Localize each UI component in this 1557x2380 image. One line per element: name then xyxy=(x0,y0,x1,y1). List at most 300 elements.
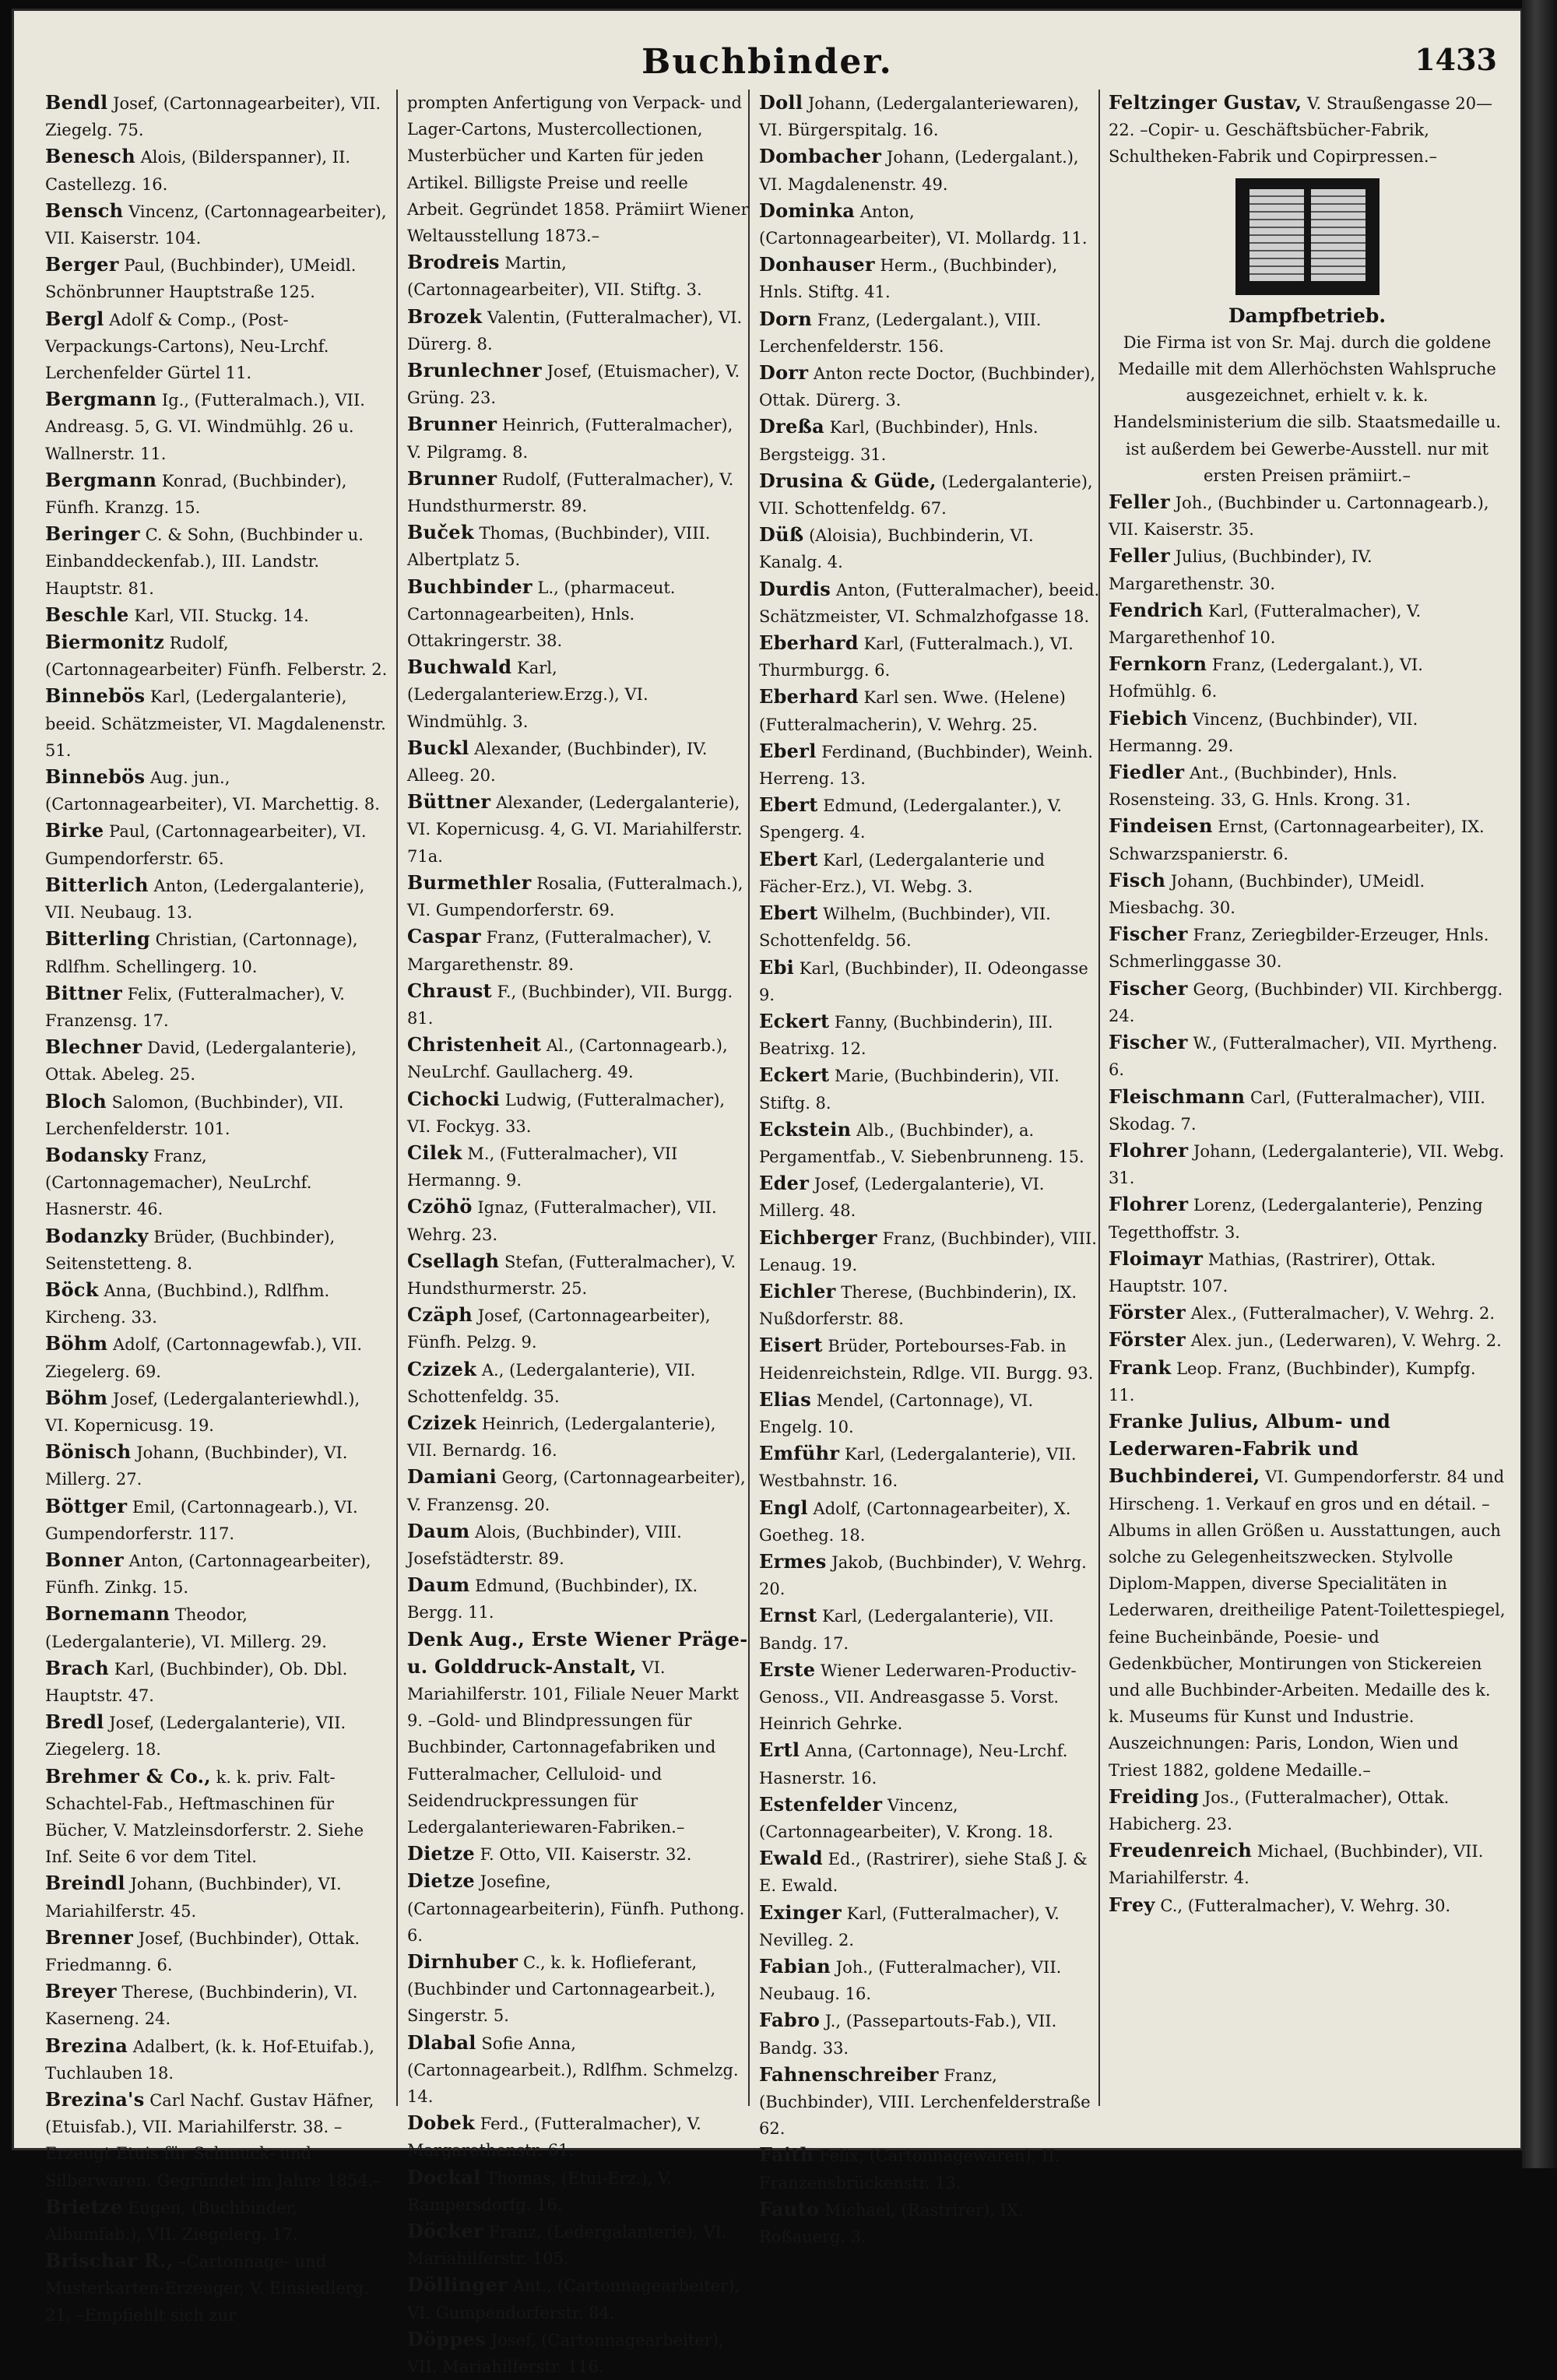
directory-entry xyxy=(407,1572,750,1626)
entry-details: Alexander, (Buchbinder), IV. Alleeg. 20. xyxy=(407,739,708,786)
open-ledger-illustration xyxy=(1235,178,1380,295)
directory-entry xyxy=(407,1356,750,1410)
entry-details: Adolf, (Cartonnagewfab.), VII. Ziegelerg. 69. xyxy=(45,1335,363,1381)
entry-details: Alois, (Buchbinder), VIII. Josefstädterstr. 89. xyxy=(407,1522,682,1568)
directory-entry xyxy=(1109,1327,1506,1354)
entry-name: Buchbinder xyxy=(407,575,532,598)
entry-name: Ertl xyxy=(759,1738,800,1762)
directory-entry xyxy=(759,1170,1102,1224)
entry-name: Ebert xyxy=(759,902,818,925)
entry-name: Fendrich xyxy=(1109,598,1204,621)
entry-name: Flohrer xyxy=(1109,1138,1189,1162)
directory-entry xyxy=(45,2086,388,2194)
entry-details: Josefine, (Cartonnagearbeiterin), Fünfh. Puthong. 6. xyxy=(407,1872,745,1945)
entry-details: Ignaz, (Futteralmacher), VII. Wehrg. 23. xyxy=(407,1198,717,1244)
directory-entry xyxy=(407,2164,750,2218)
directory-entry xyxy=(407,1032,750,1085)
directory-entry xyxy=(759,522,1102,575)
directory-entry xyxy=(759,413,1102,467)
entry-details: Anna, (Buchbind.), Rdlfhm. Kircheng. 33. xyxy=(45,1281,330,1327)
entry-name: Binnebös xyxy=(45,765,146,789)
entry-details: Josef, (Cartonnagearbeiter), VII. Mariahilferstr. 116. xyxy=(407,2330,724,2377)
entry-name: Dombacher xyxy=(759,145,882,168)
entry-name: Brozek xyxy=(407,304,483,328)
entry-details: Anton, (Cartonnagearbeiter), Fünfh. Zinkg. 15. xyxy=(45,1551,371,1598)
entry-name: Brezina's xyxy=(45,2088,145,2111)
directory-entry xyxy=(759,1900,1102,1953)
entry-details: Leop. Franz, (Buchbinder), Kumpfg. 11. xyxy=(1109,1359,1476,1404)
entry-name: Burmethler xyxy=(407,870,532,894)
entry-name: Dobek xyxy=(407,2111,475,2135)
directory-entry xyxy=(759,1332,1102,1386)
directory-entry xyxy=(407,304,750,357)
entry-name: Böttger xyxy=(45,1494,128,1517)
entry-details: Karl, (Buchbinder), II. Odeongasse 9. xyxy=(759,958,1088,1004)
entry-details: Anton recte Doctor, (Buchbinder), Ottak. Dürerg. 3. xyxy=(759,364,1096,410)
ledger-left-page xyxy=(1249,189,1304,281)
entry-details: Vincenz, (Cartonnagearbeiter), V. Krong. 18. xyxy=(759,1795,1053,1841)
entry-details: Karl, (Futteralmacher), V. Nevilleg. 2. xyxy=(759,1904,1060,1949)
page-number: 1433 xyxy=(1415,42,1497,77)
entry-details: prompten Anfertigung von Verpack- und Lager-Cartons, Mustercollectionen, Musterbücher und Karten für jeden Artikel. Billigste Preise und reelle Arbeit. Gegründet 1858. Prämiirt Wiener Weltausstellung 1873.– xyxy=(407,93,749,246)
entry-details: Felix, (Futteralmacher), V. Franzensg. 17. xyxy=(45,984,345,1030)
entry-details: VI. Gumpendorferstr. 84 und Hirscheng. 1. Verkauf en gros und en détail. –Albums in allen Größen u. Ausstattungen, auch solche zu Gelegenheitszwecken. Stylvolle Diplom-Mappen, diverse Specialitäten in Lederwaren, dreitheilige Patent-Toilettespiegel, feine Bucheinbände, Poesie- und Gedenkbücher, Montirungen von Stickereien und alle Buchbinder-Arbeiten. Medaille des k. k. Museums für Kunst und Industrie. Auszeichnungen: Paris, London, Wien und Triest 1882, goldene Medaille.– xyxy=(1109,1468,1506,1780)
directory-entry xyxy=(1109,489,1506,543)
directory-entry xyxy=(1109,1408,1506,1784)
entry-details: Eugen, (Buchbinder, Albumfab.), VII. Ziegelerg. 17. xyxy=(45,2198,298,2245)
entry-name: Eberhard xyxy=(759,685,859,708)
column-4 xyxy=(1109,90,1506,2106)
directory-entry xyxy=(45,2033,388,2086)
directory-entry xyxy=(759,251,1102,305)
entry-name: Bonner xyxy=(45,1548,124,1571)
entry-name: Buček xyxy=(407,521,474,544)
entry-name: Bönisch xyxy=(45,1440,132,1464)
directory-entry xyxy=(45,1870,388,1924)
entry-name: Benesch xyxy=(45,145,135,168)
directory-entry xyxy=(407,1949,750,2030)
entry-name: Feltzinger Gustav, xyxy=(1109,91,1302,114)
entry-details: C., k. k. Hoflieferant, (Buchbinder und Cartonnagearbeit.), Singerstr. 5. xyxy=(407,1953,716,2026)
directory-entry xyxy=(1109,705,1506,759)
entry-name: Bodansky xyxy=(45,1143,149,1166)
directory-entry xyxy=(407,789,750,870)
directory-entry xyxy=(759,576,1102,630)
directory-entry xyxy=(45,2194,388,2248)
entry-name: Chraust xyxy=(407,979,492,1002)
entry-name: Fabro xyxy=(759,2009,821,2032)
entry-name: Faith xyxy=(759,2143,814,2167)
entry-name: Dominka xyxy=(759,199,856,222)
entry-details: Vincenz, (Buchbinder), VII. Hermanng. 29. xyxy=(1109,709,1418,755)
directory-entry xyxy=(407,978,750,1032)
directory-entry xyxy=(45,1763,388,1871)
entry-details: Franz, (Futteralmacher), V. Margarethenstr. 89. xyxy=(407,928,712,974)
directory-entry xyxy=(45,872,388,926)
entry-name: Daum xyxy=(407,1573,470,1597)
directory-entry xyxy=(407,90,750,249)
entry-details: Vincenz, (Cartonnagearbeiter), VII. Kaiserstr. 104. xyxy=(45,202,387,248)
entry-details: Emil, (Cartonnagearb.), VI. Gumpendorferstr. 117. xyxy=(45,1497,358,1543)
directory-entry xyxy=(759,954,1102,1008)
entry-details: Joh., (Buchbinder u. Cartonnagearb.), VII. Kaiserstr. 35. xyxy=(1109,494,1489,540)
directory-entry xyxy=(1109,651,1506,705)
directory-entry xyxy=(407,2326,750,2380)
entry-name: Bergmann xyxy=(45,468,157,491)
entry-name: Dockal xyxy=(407,2165,481,2188)
directory-entry xyxy=(45,602,388,629)
entry-details: Julius, (Buchbinder), IV. Margarethenstr. 30. xyxy=(1109,547,1372,593)
entry-details: Paul, (Cartonnagearbeiter), VI. Gumpendorferstr. 65. xyxy=(45,822,367,868)
entry-details: Adolf & Comp., (Post-Verpackungs-Cartons), Neu-Lrchf. Lerchenfelder Gürtel 11. xyxy=(45,310,329,383)
directory-entry xyxy=(759,1549,1102,1602)
entry-name: Bittner xyxy=(45,981,123,1004)
entry-details: Ferd., (Futteralmacher), V. Margarethenstr. 61. xyxy=(407,2115,701,2160)
entry-details: Franz, (Ledergalanterie), VI. Mariahilferstr. 105. xyxy=(407,2223,727,2269)
entry-name: Bloch xyxy=(45,1089,107,1113)
entry-name: Emführ xyxy=(759,1442,840,1465)
entry-details: Karl, (Buchbinder), Ob. Dbl. Hauptstr. 47. xyxy=(45,1659,348,1705)
directory-entry xyxy=(45,2248,388,2329)
directory-entry xyxy=(759,90,1102,143)
directory-entry xyxy=(759,2196,1102,2250)
entry-name: Bitterling xyxy=(45,927,150,951)
entry-details: (Aloisia), Buchbinderin, VI. Kanalg. 4. xyxy=(759,526,1034,572)
directory-entry xyxy=(407,1410,750,1464)
entry-name: Breindl xyxy=(45,1872,125,1895)
entry-name: Brunner xyxy=(407,466,497,490)
entry-name: Cilek xyxy=(407,1141,462,1164)
ad-body: Die Firma ist von Sr. Maj. durch die goldene Medaille mit dem Allerhöchsten Wahlspruche ausgezeichnet, erhielt v. k. k. Handelsministerium die silb. Staatsmedaille u. ist außerdem bei Gewerbe-Ausstell. nur mit ersten Preisen prämiirt.– xyxy=(1112,332,1502,485)
entry-name: Böck xyxy=(45,1278,99,1301)
entry-name: Brunlechner xyxy=(407,359,542,382)
directory-entry xyxy=(45,926,388,979)
entry-name: Breyer xyxy=(45,1980,117,2003)
entry-details: Valentin, (Futteralmacher), VI. Dürerg. 8. xyxy=(407,308,743,353)
directory-entry xyxy=(407,357,750,411)
directory-entry xyxy=(45,386,388,467)
directory-entry xyxy=(45,1925,388,1978)
entry-details: Karl, (Ledergalanteriew.Erzg.), VI. Windmühlg. 3. xyxy=(407,659,648,731)
directory-entry xyxy=(45,1223,388,1277)
entry-details: Alb., (Buchbinder), a. Pergamentfab., V. Siebenbrunneng. 15. xyxy=(759,1120,1084,1166)
entry-name: Ewald xyxy=(759,1847,823,1870)
entry-details: F. Otto, VII. Kaiserstr. 32. xyxy=(480,1845,692,1865)
entry-name: Eichberger xyxy=(759,1225,877,1249)
directory-entry xyxy=(407,654,750,735)
entry-name: Förster xyxy=(1109,1301,1186,1324)
entry-name: Bredl xyxy=(45,1710,104,1734)
entry-name: Eberhard xyxy=(759,631,859,655)
entry-details: Aug. jun., (Cartonnagearbeiter), VI. Marchettig. 8. xyxy=(45,768,380,814)
directory-entry xyxy=(45,764,388,817)
book-spine xyxy=(1522,0,1557,2168)
entry-details: J., (Passepartouts-Fab.), VII. Bandg. 33. xyxy=(759,2012,1057,2058)
entry-name: Eberl xyxy=(759,739,817,762)
entry-details: Johann, (Ledergalanteriewaren), VI. Bürgerspitalg. 16. xyxy=(759,94,1080,140)
entry-name: Donhauser xyxy=(759,253,875,276)
directory-entry xyxy=(759,1495,1102,1549)
entry-name: Brezina xyxy=(45,2034,128,2057)
directory-entry xyxy=(45,1331,388,1384)
entry-details: Thomas, (Etui-Erz.), V. Rampersdorfg. 16. xyxy=(407,2168,673,2214)
entry-name: Fischer xyxy=(1109,1031,1188,1054)
entry-details: Adalbert, (k. k. Hof-Etuifab.), Tuchlauben 18. xyxy=(45,2037,374,2083)
entry-details: Herm., (Buchbinder), Hnls. Stiftg. 41. xyxy=(759,256,1058,302)
entry-details: F., (Buchbinder), VII. Burgg. 81. xyxy=(407,982,733,1028)
entry-details: L., (pharmaceut. Cartonnagearbeiten), Hnls. Ottakringerstr. 38. xyxy=(407,578,676,651)
directory-entry xyxy=(1109,921,1506,975)
entry-name: Eisert xyxy=(759,1334,823,1357)
column-2 xyxy=(407,90,750,2377)
entry-details: Ant., (Buchbinder), Hnls. Rosensteing. 33, G. Hnls. Krong. 31. xyxy=(1109,764,1411,810)
entry-details: Ernst, (Cartonnagearbeiter), IX. Schwarzspanierstr. 6. xyxy=(1109,817,1485,863)
directory-entry xyxy=(407,1626,750,1841)
directory-entry xyxy=(759,306,1102,360)
entry-name: Caspar xyxy=(407,925,481,948)
entry-name: Czizek xyxy=(407,1411,477,1434)
entry-details: Franz, (Cartonnagemacher), NeuLrchf. Hasnerstr. 46. xyxy=(45,1146,312,1219)
entry-name: Doll xyxy=(759,91,803,114)
entry-details: Rosalia, (Futteralmach.), VI. Gumpendorferstr. 69. xyxy=(407,874,743,920)
column-3 xyxy=(759,90,1102,2247)
directory-entry xyxy=(407,1868,750,1949)
directory-entry xyxy=(407,923,750,977)
entry-name: Elias xyxy=(759,1387,812,1411)
entry-details: Thomas, (Buchbinder), VIII. Albertplatz 5. xyxy=(407,524,711,570)
entry-details: Mathias, (Rastrirer), Ottak. Hauptstr. 107. xyxy=(1109,1250,1436,1295)
entry-details: Johann, (Buchbinder), UMeidl. Miesbachg. 30. xyxy=(1109,871,1425,918)
entry-details: Josef, (Ledergalanteriewhdl.), VI. Kopernicusg. 19. xyxy=(45,1389,360,1435)
directory-entry xyxy=(407,1518,750,1572)
column-4-bottom-entries xyxy=(1109,489,1506,1919)
directory-entry xyxy=(759,630,1102,684)
entry-details: Edmund, (Ledergalanter.), V. Spengerg. 4. xyxy=(759,796,1062,842)
entry-name: Csellagh xyxy=(407,1249,500,1272)
entry-name: Buchwald xyxy=(407,656,512,679)
entry-name: Durdis xyxy=(759,577,831,600)
directory-entry xyxy=(407,249,750,303)
column-1 xyxy=(45,90,388,2325)
entry-name: Drusina & Güde, xyxy=(759,469,937,492)
entry-name: Frey xyxy=(1109,1893,1155,1916)
entry-name: Brischar R., xyxy=(45,2249,174,2273)
directory-entry xyxy=(407,1248,750,1302)
directory-entry xyxy=(45,683,388,764)
directory-entry xyxy=(407,2218,750,2272)
entry-name: Flohrer xyxy=(1109,1193,1189,1216)
entry-details: A., (Ledergalanterie), VII. Schottenfeldg. 35. xyxy=(407,1360,696,1406)
directory-entry xyxy=(407,2272,750,2326)
entry-details: Karl, (Ledergalanterie und Fächer-Erz.), VI. Webg. 3. xyxy=(759,850,1045,896)
entry-name: Dietze xyxy=(407,1842,475,1865)
directory-entry xyxy=(759,1791,1102,1845)
entry-name: Eckert xyxy=(759,1009,830,1032)
entry-details: Al., (Cartonnagearb.), NeuLrchf. Gaullacherg. 49. xyxy=(407,1036,728,1082)
entry-name: Döcker xyxy=(407,2220,483,2243)
entry-name: Eder xyxy=(759,1172,810,1195)
entry-details: Franz, Zeriegbilder-Erzeuger, Hnls. Schmerlinggasse 30. xyxy=(1109,926,1489,972)
directory-entry xyxy=(407,2110,750,2164)
directory-entry xyxy=(759,2007,1102,2061)
entry-details: Karl, (Ledergalanterie), VII. Bandg. 17. xyxy=(759,1607,1054,1653)
entry-name: Förster xyxy=(1109,1328,1186,1352)
entry-details: Anton, (Futteralmacher), beeid. Schätzmeister, VI. Schmalzhofgasse 18. xyxy=(759,580,1100,626)
entry-details: Marie, (Buchbinderin), VII. Stiftg. 8. xyxy=(759,1067,1060,1113)
entry-name: Bendl xyxy=(45,91,108,114)
directory-entry xyxy=(759,792,1102,845)
directory-entry xyxy=(759,1062,1102,1116)
directory-entry xyxy=(45,1034,388,1088)
entry-details: Felix, (Cartonnagewaren), II. Franzensbrückenstr. 13. xyxy=(759,2146,1060,2192)
directory-entry xyxy=(407,466,750,519)
directory-entry xyxy=(45,143,388,197)
directory-entry xyxy=(45,90,388,143)
entry-name: Beringer xyxy=(45,522,140,546)
directory-entry xyxy=(1109,813,1506,867)
entry-name: Beschle xyxy=(45,603,129,626)
directory-entry xyxy=(45,629,388,683)
entry-name: Bornemann xyxy=(45,1602,170,1626)
entry-name: Ermes xyxy=(759,1549,827,1573)
entry-details: Karl, (Ledergalanterie), beeid. Schätzmeister, VI. Magdalenenstr. 51. xyxy=(45,687,386,760)
directory-entry xyxy=(45,1655,388,1709)
entry-name: Denk Aug., Erste Wiener Präge- u. Golddruck-Anstalt, xyxy=(407,1627,748,1678)
entry-details: Johann, (Buchbinder), VI. Mariahilferstr. 45. xyxy=(45,1875,342,1921)
directory-entry xyxy=(45,1547,388,1601)
directory-entry xyxy=(759,1225,1102,1278)
directory-entry xyxy=(1109,1837,1506,1891)
directory-entry xyxy=(45,467,388,521)
entry-name: Dirnhuber xyxy=(407,1950,518,1974)
entry-name: Binnebös xyxy=(45,684,146,708)
column-4-top-entries xyxy=(1109,90,1506,171)
entry-name: Düß xyxy=(759,523,804,547)
entry-details: V. Straußengasse 20—22. –Copir- u. Geschäftsbücher-Fabrik, Schultheken-Fabrik und Copirpressen.– xyxy=(1109,94,1493,167)
entry-name: Dietze xyxy=(407,1869,475,1893)
entry-details: Martin, (Cartonnagearbeiter), VII. Stiftg. 3. xyxy=(407,254,702,300)
entry-details: Therese, (Buchbinderin), IX. Nußdorferstr. 88. xyxy=(759,1282,1077,1329)
entry-details: Franz, (Ledergalant.), VI. Hofmühlg. 6. xyxy=(1109,656,1423,701)
entry-details: Josef, (Etuismacher), V. Grüng. 23. xyxy=(407,362,740,408)
entry-name: Czizek xyxy=(407,1357,477,1380)
directory-entry xyxy=(45,1493,388,1547)
directory-entry xyxy=(1109,543,1506,596)
entry-name: Dlabal xyxy=(407,2030,476,2054)
entry-details: Ludwig, (Futteralmacher), VI. Fockyg. 33. xyxy=(407,1090,726,1136)
entry-details: Karl, (Futteralmach.), VI. Thurmburgg. 6. xyxy=(759,635,1074,680)
directory-entry xyxy=(407,735,750,789)
entry-name: Fernkorn xyxy=(1109,652,1207,676)
entry-details: Carl Nachf. Gustav Häfner, (Etuisfab.), VII. Mariahilferstr. 38. –Erzeugt Etuis für Schmuck- und Silberwaren. Gegründet im Jahre 1854.– xyxy=(45,2091,381,2190)
directory-entry xyxy=(407,870,750,923)
entry-name: Eichler xyxy=(759,1279,836,1302)
directory-entry xyxy=(1109,90,1506,171)
entry-name: Dorn xyxy=(759,307,813,330)
entry-details: Ed., (Rastrirer), siehe Staß J. & E. Ewald. xyxy=(759,1850,1088,1896)
entry-name: Fisch xyxy=(1109,868,1166,891)
entry-name: Erste xyxy=(759,1658,816,1681)
entry-details: Franz, (Buchbinder), VIII. Lerchenfelderstraße 62. xyxy=(759,2065,1091,2139)
directory-entry xyxy=(1109,1084,1506,1137)
entry-details: Edmund, (Buchbinder), IX. Bergg. 11. xyxy=(407,1577,698,1622)
entry-details: Therese, (Buchbinderin), VI. Kaserneng. 24. xyxy=(45,1983,358,2029)
directory-entry xyxy=(407,1086,750,1140)
entry-details: C. & Sohn, (Buchbinder u. Einbanddeckenfab.), III. Landstr. Hauptstr. 81. xyxy=(45,526,364,598)
entry-name: Bergmann xyxy=(45,388,157,411)
directory-entry xyxy=(45,980,388,1034)
directory-entry xyxy=(407,411,750,465)
directory-entry xyxy=(759,143,1102,197)
directory-entry xyxy=(45,1709,388,1763)
directory-entry xyxy=(1109,1246,1506,1299)
directory-entry xyxy=(407,1194,750,1247)
directory-entry xyxy=(759,1116,1102,1170)
entry-details: Jos., (Futteralmacher), Ottak. Habicherg. 23. xyxy=(1109,1788,1450,1833)
entry-details: Ant., (Cartonnagearbeiter), VI. Gumpendorferstr. 84. xyxy=(407,2276,740,2322)
directory-entry xyxy=(759,1657,1102,1738)
entry-name: Czäph xyxy=(407,1303,473,1327)
directory-entry xyxy=(45,521,388,602)
entry-name: Büttner xyxy=(407,790,491,814)
entry-details: Mendel, (Cartonnage), VI. Engelg. 10. xyxy=(759,1390,1034,1436)
directory-entry xyxy=(45,1978,388,2032)
directory-entry xyxy=(759,2142,1102,2195)
directory-entry xyxy=(45,1385,388,1439)
directory-entry xyxy=(1109,976,1506,1029)
directory-entry xyxy=(1109,1299,1506,1327)
entry-name: Bitterlich xyxy=(45,873,149,896)
directory-entry xyxy=(45,1142,388,1223)
entry-name: Böhm xyxy=(45,1386,108,1409)
entry-name: Ebi xyxy=(759,955,795,979)
entry-name: Dreßa xyxy=(759,415,825,438)
entry-details: VI. Mariahilferstr. 101, Filiale Neuer Markt 9. –Gold- und Blindpressungen für Buchbinder, Cartonnagefabriken und Futteralmacher, Celluloid- und Seidendruckpressungen für Ledergalanteriewaren-Fabriken.– xyxy=(407,1658,739,1837)
entry-name: Freiding xyxy=(1109,1784,1200,1808)
entry-details: Michael, (Buchbinder), VII. Mariahilferstr. 4. xyxy=(1109,1842,1484,1888)
directory-entry xyxy=(407,574,750,655)
directory-entry xyxy=(45,198,388,251)
directory-entry xyxy=(759,738,1102,792)
directory-entry xyxy=(45,1601,388,1654)
entry-details: W., (Futteralmacher), VII. Myrtheng. 6. xyxy=(1109,1034,1498,1080)
directory-entry xyxy=(759,1953,1102,2007)
entry-details: Stefan, (Futteralmacher), V. Hundsthurmerstr. 25. xyxy=(407,1252,736,1298)
entry-details: Josef, (Cartonnagearbeiter), Fünfh. Pelzg. 9. xyxy=(407,1306,711,1352)
entry-details: Brüder, (Buchbinder), Seitenstetteng. 8. xyxy=(45,1227,336,1273)
page-title: Buchbinder. xyxy=(641,42,893,82)
entry-details: Ferdinand, (Buchbinder), Weinh. Herreng. 13. xyxy=(759,742,1094,789)
entry-details: –Cartonnage- und Musterkarten-Erzeuger, V. Einsiedlerg. 21. –Empfiehlt sich zur xyxy=(45,2252,369,2325)
directory-entry xyxy=(407,1302,750,1355)
entry-details: Heinrich, (Futteralmacher), V. Pilgramg. 8. xyxy=(407,416,733,462)
entry-name: Dorr xyxy=(759,361,809,385)
directory-entry xyxy=(45,817,388,871)
directory-entry xyxy=(759,1602,1102,1656)
entry-name: Birke xyxy=(45,819,104,842)
directory-entry xyxy=(1109,1191,1506,1245)
entry-details: Christian, (Cartonnage), Rdlfhm. Schellingerg. 10. xyxy=(45,930,358,976)
entry-details: Salomon, (Buchbinder), VII. Lerchenfelderstr. 101. xyxy=(45,1092,344,1138)
entry-details: Alex. jun., (Lederwaren), V. Wehrg. 2. xyxy=(1190,1331,1502,1351)
directory-entry xyxy=(45,1439,388,1492)
entry-name: Freudenreich xyxy=(1109,1839,1253,1862)
entry-name: Ernst xyxy=(759,1604,817,1627)
entry-name: Ebert xyxy=(759,847,818,870)
entry-details: M., (Futteralmacher), VII Hermanng. 9. xyxy=(407,1144,678,1190)
entry-name: Feller xyxy=(1109,490,1170,514)
entry-details: Jakob, (Buchbinder), V. Wehrg. 20. xyxy=(759,1552,1087,1599)
